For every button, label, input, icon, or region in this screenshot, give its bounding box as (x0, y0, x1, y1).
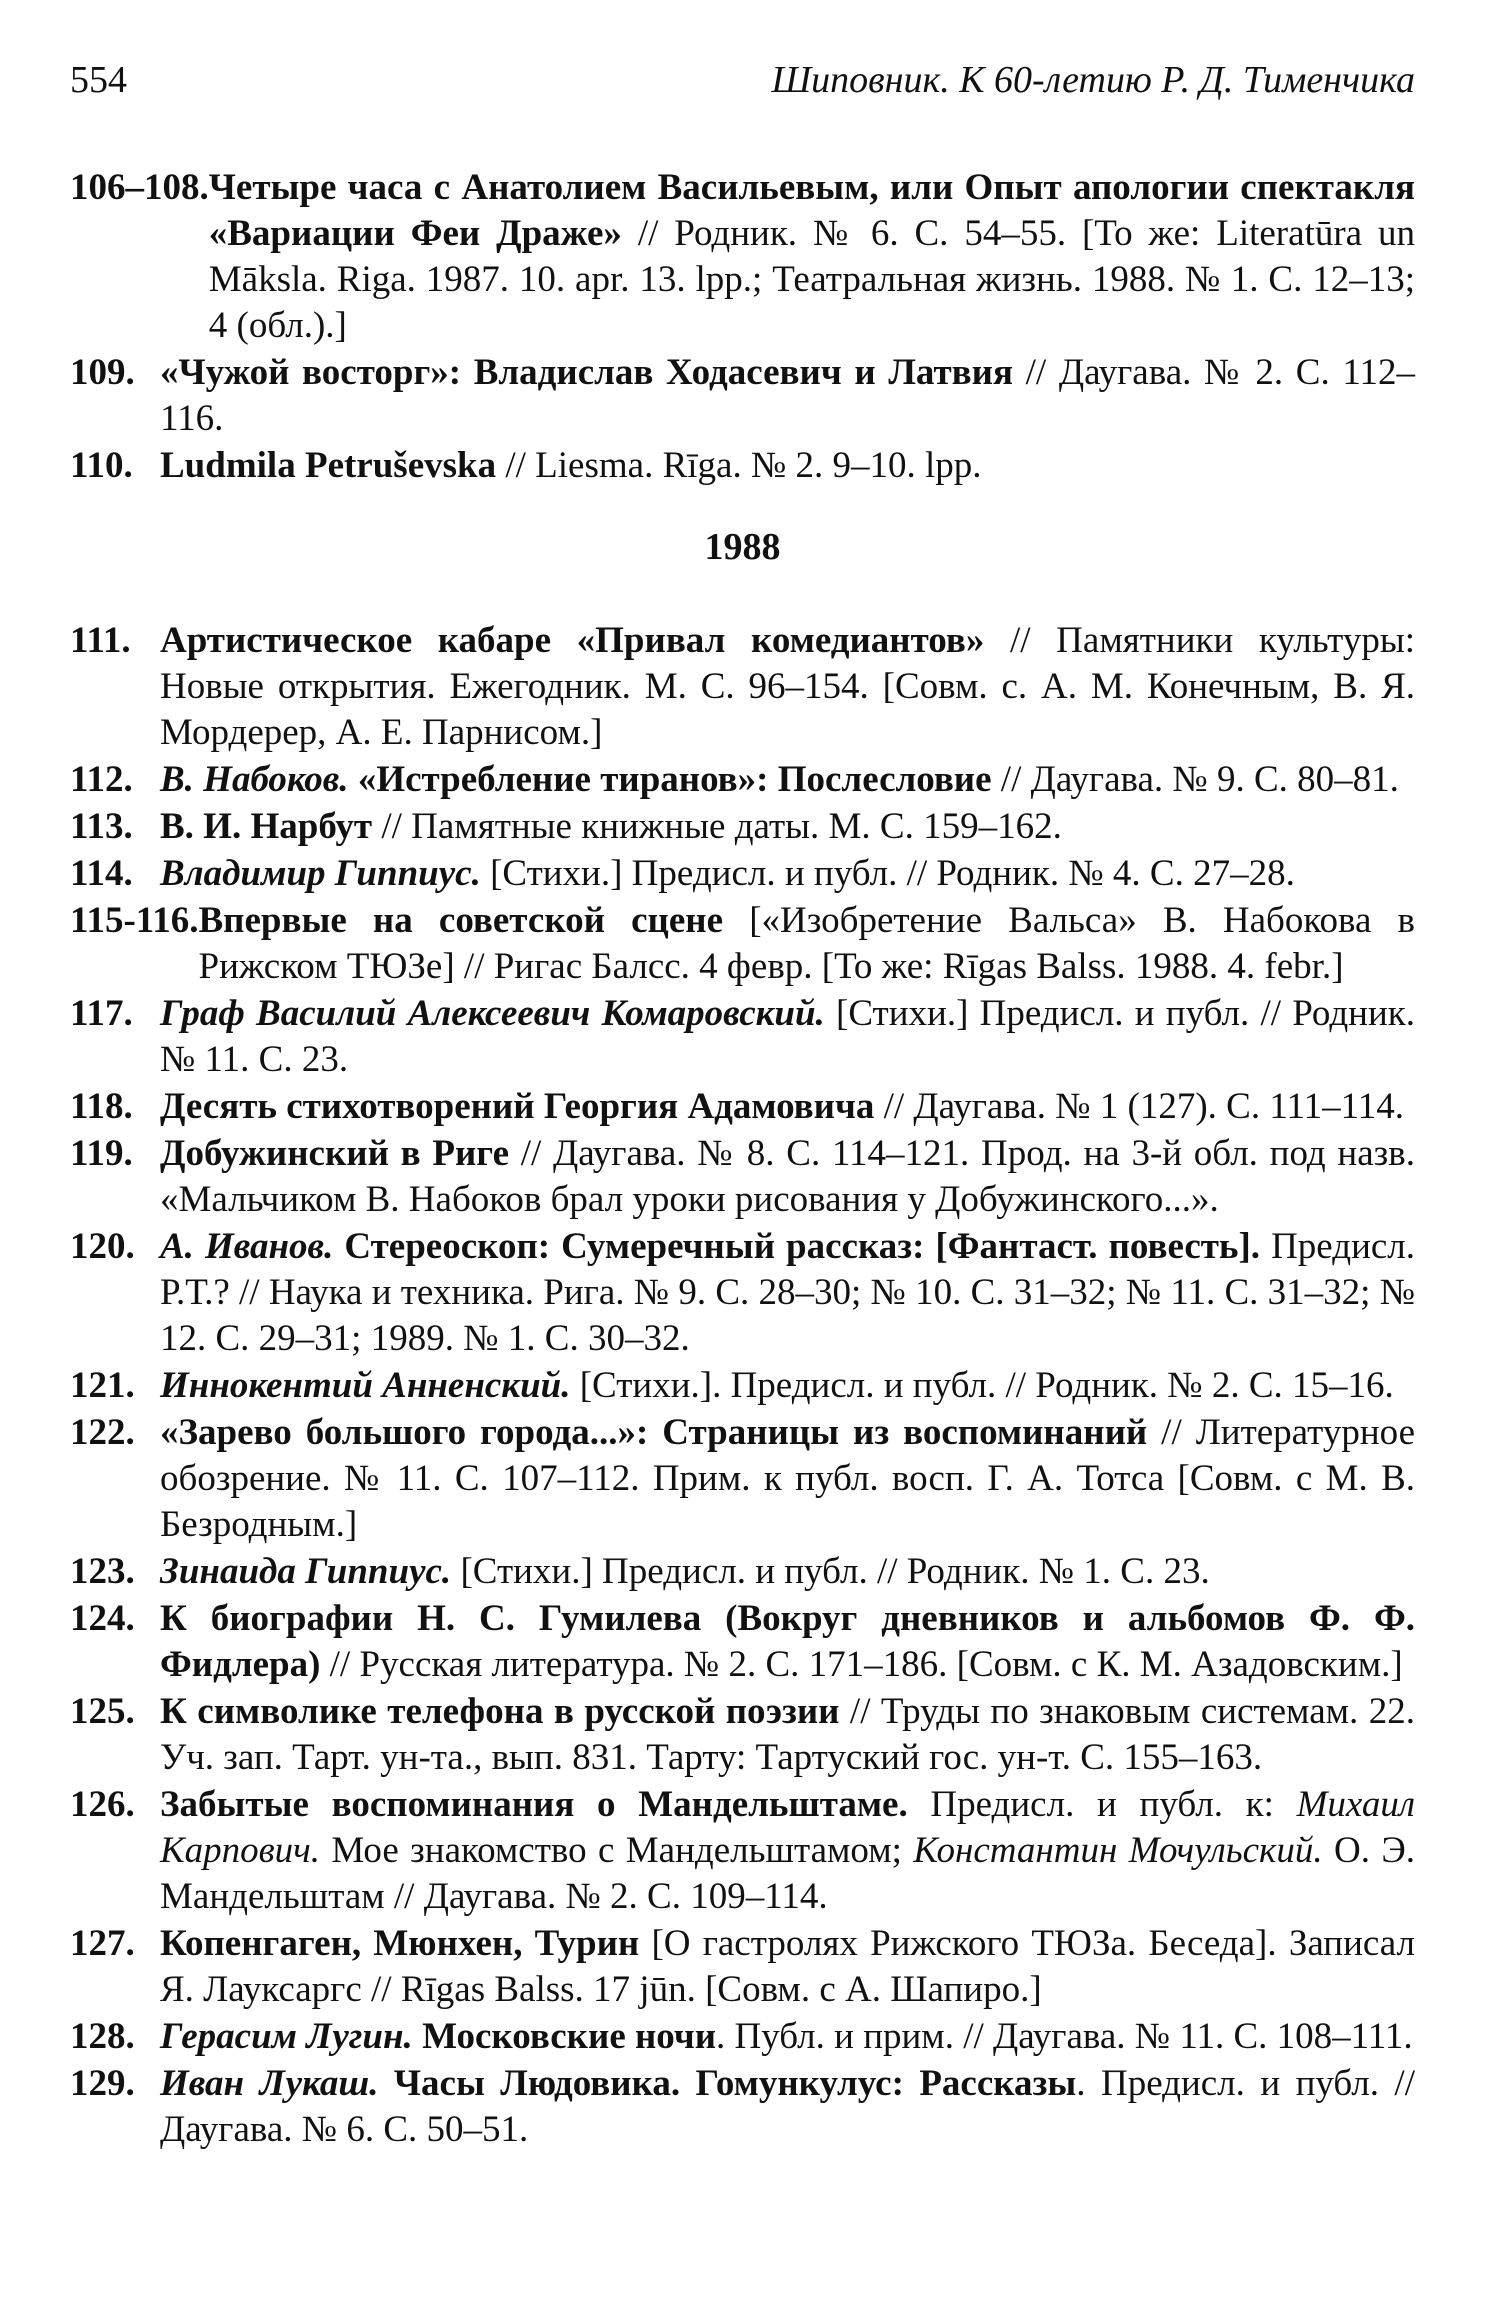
entry-citation-fragment: // Liesma. Rīga. № 2. 9–10. lpp. (496, 445, 982, 486)
entry-citation-fragment: // Русская литература. № 2. С. 171–186. [Совм. с К. М. Азадовским.] (320, 1644, 1403, 1685)
entry-number: 125. (70, 1691, 135, 1732)
entry-text (160, 1084, 1415, 1130)
bibliography-entry (70, 350, 1415, 442)
entry-text (160, 1596, 1415, 1688)
entry-title-fragment: А. Иванов. (160, 1226, 334, 1267)
bibliography-entry (70, 851, 1415, 897)
entry-number: 106–108. (70, 167, 209, 208)
entry-text (160, 443, 1415, 489)
bibliography-entry (70, 618, 1415, 756)
entry-title-fragment: Стереоскоп: Сумеречный рассказ: [Фантаст. повесть]. (333, 1226, 1261, 1267)
entry-text (209, 165, 1415, 349)
bibliography-list-1987 (70, 165, 1415, 489)
entry-citation-fragment: // Даугава. № 2. С. 112–116. (160, 352, 1416, 439)
running-title: Шиповник. К 60-летию Р. Д. Тименчика (771, 59, 1415, 101)
entry-title-fragment: Иннокентий Анненский. (160, 1365, 571, 1406)
entry-text (199, 898, 1416, 990)
bibliography-entry (70, 804, 1415, 850)
entry-text (160, 851, 1415, 897)
entry-citation-fragment: // Литературное обозрение. № 11. С. 107–112. Прим. к публ. восп. Г. А. Тотса [Совм. с М. В. Безродным.] (160, 1412, 1415, 1545)
entry-title-fragment: Десять стихотворений Георгия Адамовича (160, 1086, 875, 1127)
bibliography-content (70, 165, 1415, 2154)
entry-number: 122. (70, 1412, 135, 1453)
entry-number: 114. (70, 853, 133, 894)
entry-text (160, 1410, 1415, 1548)
bibliography-entry (70, 1689, 1415, 1781)
entry-citation-fragment: // Родник. № 6. С. 54–55. [То же: Literatūra un Māksla. Riga. 1987. 10. apr. 13. lpp.; Театральная жизнь. 1988. № 1. С. 12–13; 4 (обл.).] (208, 213, 1415, 346)
entry-title-fragment: Московские ночи (412, 2016, 717, 2057)
entry-title-fragment: Герасим Лугин. (160, 2016, 413, 2057)
entry-title-fragment: «Зарево большого города...»: Страницы из воспоминаний (160, 1412, 1148, 1453)
entry-citation-fragment: [«Изобретение Вальса» В. Набокова в Рижском ТЮЗе] // Ригас Балсс. 4 февр. [То же: Rīgas Balss. 1988. 4. febr.] (198, 900, 1415, 987)
entry-title-fragment: В. И. Нарбут (160, 806, 373, 847)
bibliography-entry (70, 1549, 1415, 1595)
bibliography-entry (70, 991, 1415, 1083)
entry-title-fragment: В. Набоков. (160, 759, 349, 800)
entry-title-fragment: К биографии Н. С. Гумилева (Вокруг дневников и альбомов Ф. Ф. Фидлера) (160, 1598, 1415, 1685)
entry-number: 120. (70, 1226, 135, 1267)
entry-citation-fragment: Предисл. и публ. к: (907, 1784, 1297, 1825)
entry-number: 124. (70, 1598, 135, 1639)
entry-citation-fragment: // Даугава. № 9. С. 80–81. (991, 759, 1399, 800)
page-number: 554 (70, 59, 127, 101)
entry-number: 119. (70, 1133, 133, 1174)
entry-title-fragment: Забытые воспоминания о Мандельштаме. (160, 1784, 908, 1825)
entry-citation-fragment: О. Э. Мандельштам // Даугава. № 2. С. 109–114. (160, 1830, 1415, 1917)
entry-title-fragment: Часы Людовика. Гомункулус: Рассказы (378, 2063, 1077, 2104)
entry-title-fragment: Впервые на советской сцене (198, 900, 724, 941)
entry-citation-fragment: [Стихи.] Предисл. и публ. // Родник. № 4. С. 27–28. (480, 853, 1295, 894)
bibliography-entry (70, 1224, 1415, 1362)
entry-number: 115-116. (70, 900, 199, 941)
entry-text (160, 1549, 1415, 1595)
entry-number: 112. (70, 759, 133, 800)
bibliography-entry (70, 443, 1415, 489)
entry-title-fragment: Ludmila Petruševska (160, 445, 497, 486)
entry-citation-fragment: Предисл. Р.Т.? // Наука и техника. Рига. № 9. С. 28–30; № 10. С. 31–32; № 11. С. 31–32; № 12. С. 29–31; 1989. № 1. С. 30–32. (160, 1226, 1416, 1359)
bibliography-entry (70, 2061, 1415, 2153)
entry-title-fragment: К символике телефона в русской поэзии (160, 1691, 840, 1732)
bibliography-entry (70, 1782, 1415, 1920)
entry-citation-fragment: // Памятные книжные даты. М. С. 159–162. (372, 806, 1062, 847)
bibliography-entry (70, 757, 1415, 803)
entry-title-fragment: Копенгаген, Мюнхен, Турин (160, 1923, 640, 1964)
bibliography-entry (70, 165, 1415, 349)
entry-text (160, 1689, 1415, 1781)
entry-text (160, 1363, 1415, 1409)
entry-text (160, 350, 1415, 442)
entry-title-fragment: «Истребление тиранов»: Послесловие (348, 759, 992, 800)
entry-number: 126. (70, 1784, 135, 1825)
bibliography-entry (70, 898, 1415, 990)
entry-text (160, 991, 1415, 1083)
entry-citation-fragment: // Даугава. № 1 (127). С. 111–114. (874, 1086, 1404, 1127)
entry-text (160, 1921, 1415, 2013)
entry-text (160, 1224, 1415, 1362)
bibliography-entry (70, 1131, 1415, 1223)
entry-title-fragment: Добужинский в Риге (160, 1133, 509, 1174)
entry-number: 127. (70, 1923, 135, 1964)
entry-number: 121. (70, 1365, 135, 1406)
bibliography-entry (70, 1921, 1415, 2013)
entry-title-fragment: Иван Лукаш. (160, 2063, 379, 2104)
entry-text (160, 1782, 1415, 1920)
entry-number: 128. (70, 2016, 135, 2057)
entry-text (160, 2014, 1415, 2060)
entry-number: 129. (70, 2063, 135, 2104)
entry-citation-fragment: [О гастролях Рижского ТЮЗа. Беседа]. Записал Я. Лауксаргс // Rīgas Balss. 17 jūn. [Совм. с А. Шапиро.] (160, 1923, 1415, 2010)
entry-number: 110. (70, 445, 133, 486)
entry-text (160, 2061, 1415, 2153)
entry-citation-fragment: // Труды по знаковым системам. 22. Уч. зап. Тарт. ун-та., вып. 831. Тарту: Тартуский гос. ун-т. С. 155–163. (160, 1691, 1415, 1778)
entry-citation-fragment: // Даугава. № 8. С. 114–121. Прод. на 3-й обл. под назв. «Мальчиком В. Набоков брал уроки рисования у Добужинского...». (160, 1133, 1415, 1220)
entry-text (160, 1131, 1415, 1223)
entry-citation-fragment: . Публ. и прим. // Даугава. № 11. С. 108–111. (716, 2016, 1413, 2057)
bibliography-entry (70, 1084, 1415, 1130)
entry-number: 111. (70, 620, 131, 661)
entry-title-fragment: Граф Василий Алексеевич Комаровский. (160, 993, 825, 1034)
year-heading: 1988 (704, 526, 781, 568)
entry-number: 113. (70, 806, 133, 847)
entry-number: 123. (70, 1551, 135, 1592)
entry-title-fragment: Четыре часа с Анатолием Васильевым, или Опыт апологии спектакля «Вариации Феи Драже» (208, 167, 1415, 254)
bibliography-entry (70, 2014, 1415, 2060)
entry-citation-fragment: . Предисл. и публ. // Даугава. № 6. С. 50–51. (160, 2063, 1415, 2150)
entry-title-fragment: Артистическое кабаре «Привал комедиантов» (160, 620, 985, 661)
entry-citation-fragment: [Стихи.]. Предисл. и публ. // Родник. № 2. С. 15–16. (570, 1365, 1394, 1406)
entry-number: 117. (70, 993, 133, 1034)
entry-text (160, 757, 1415, 803)
entry-citation-fragment: [Стихи.] Предисл. и публ. // Родник. № 11. С. 23. (160, 993, 1415, 1080)
entry-title-fragment: «Чужой восторг»: Владислав Ходасевич и Латвия (160, 352, 1013, 393)
running-head (70, 58, 1415, 118)
entry-title-fragment: Михаил Карпович. (160, 1784, 1415, 1871)
entry-text (160, 618, 1415, 756)
bibliography-entry (70, 1596, 1415, 1688)
entry-title-fragment: Владимир Гиппиус. (160, 853, 481, 894)
bibliography-entry (70, 1363, 1415, 1409)
entry-number: 118. (70, 1086, 133, 1127)
entry-number: 109. (70, 352, 135, 393)
entry-citation-fragment: [Стихи.] Предисл. и публ. // Родник. № 1. С. 23. (451, 1551, 1210, 1592)
entry-citation-fragment: Мое знакомство с Мандельштамом; (320, 1830, 914, 1871)
entry-title-fragment: Константин Мочульский. (913, 1830, 1323, 1871)
bibliography-list-1988 (70, 618, 1415, 2153)
entry-text (160, 804, 1415, 850)
entry-title-fragment: Зинаида Гиппиус. (160, 1551, 452, 1592)
bibliography-entry (70, 1410, 1415, 1548)
entry-citation-fragment: // Памятники культуры: Новые открытия. Ежегодник. М. С. 96–154. [Совм. с. А. М. Конечным, В. Я. Мордерер, А. Е. Парнисом.] (160, 620, 1416, 753)
